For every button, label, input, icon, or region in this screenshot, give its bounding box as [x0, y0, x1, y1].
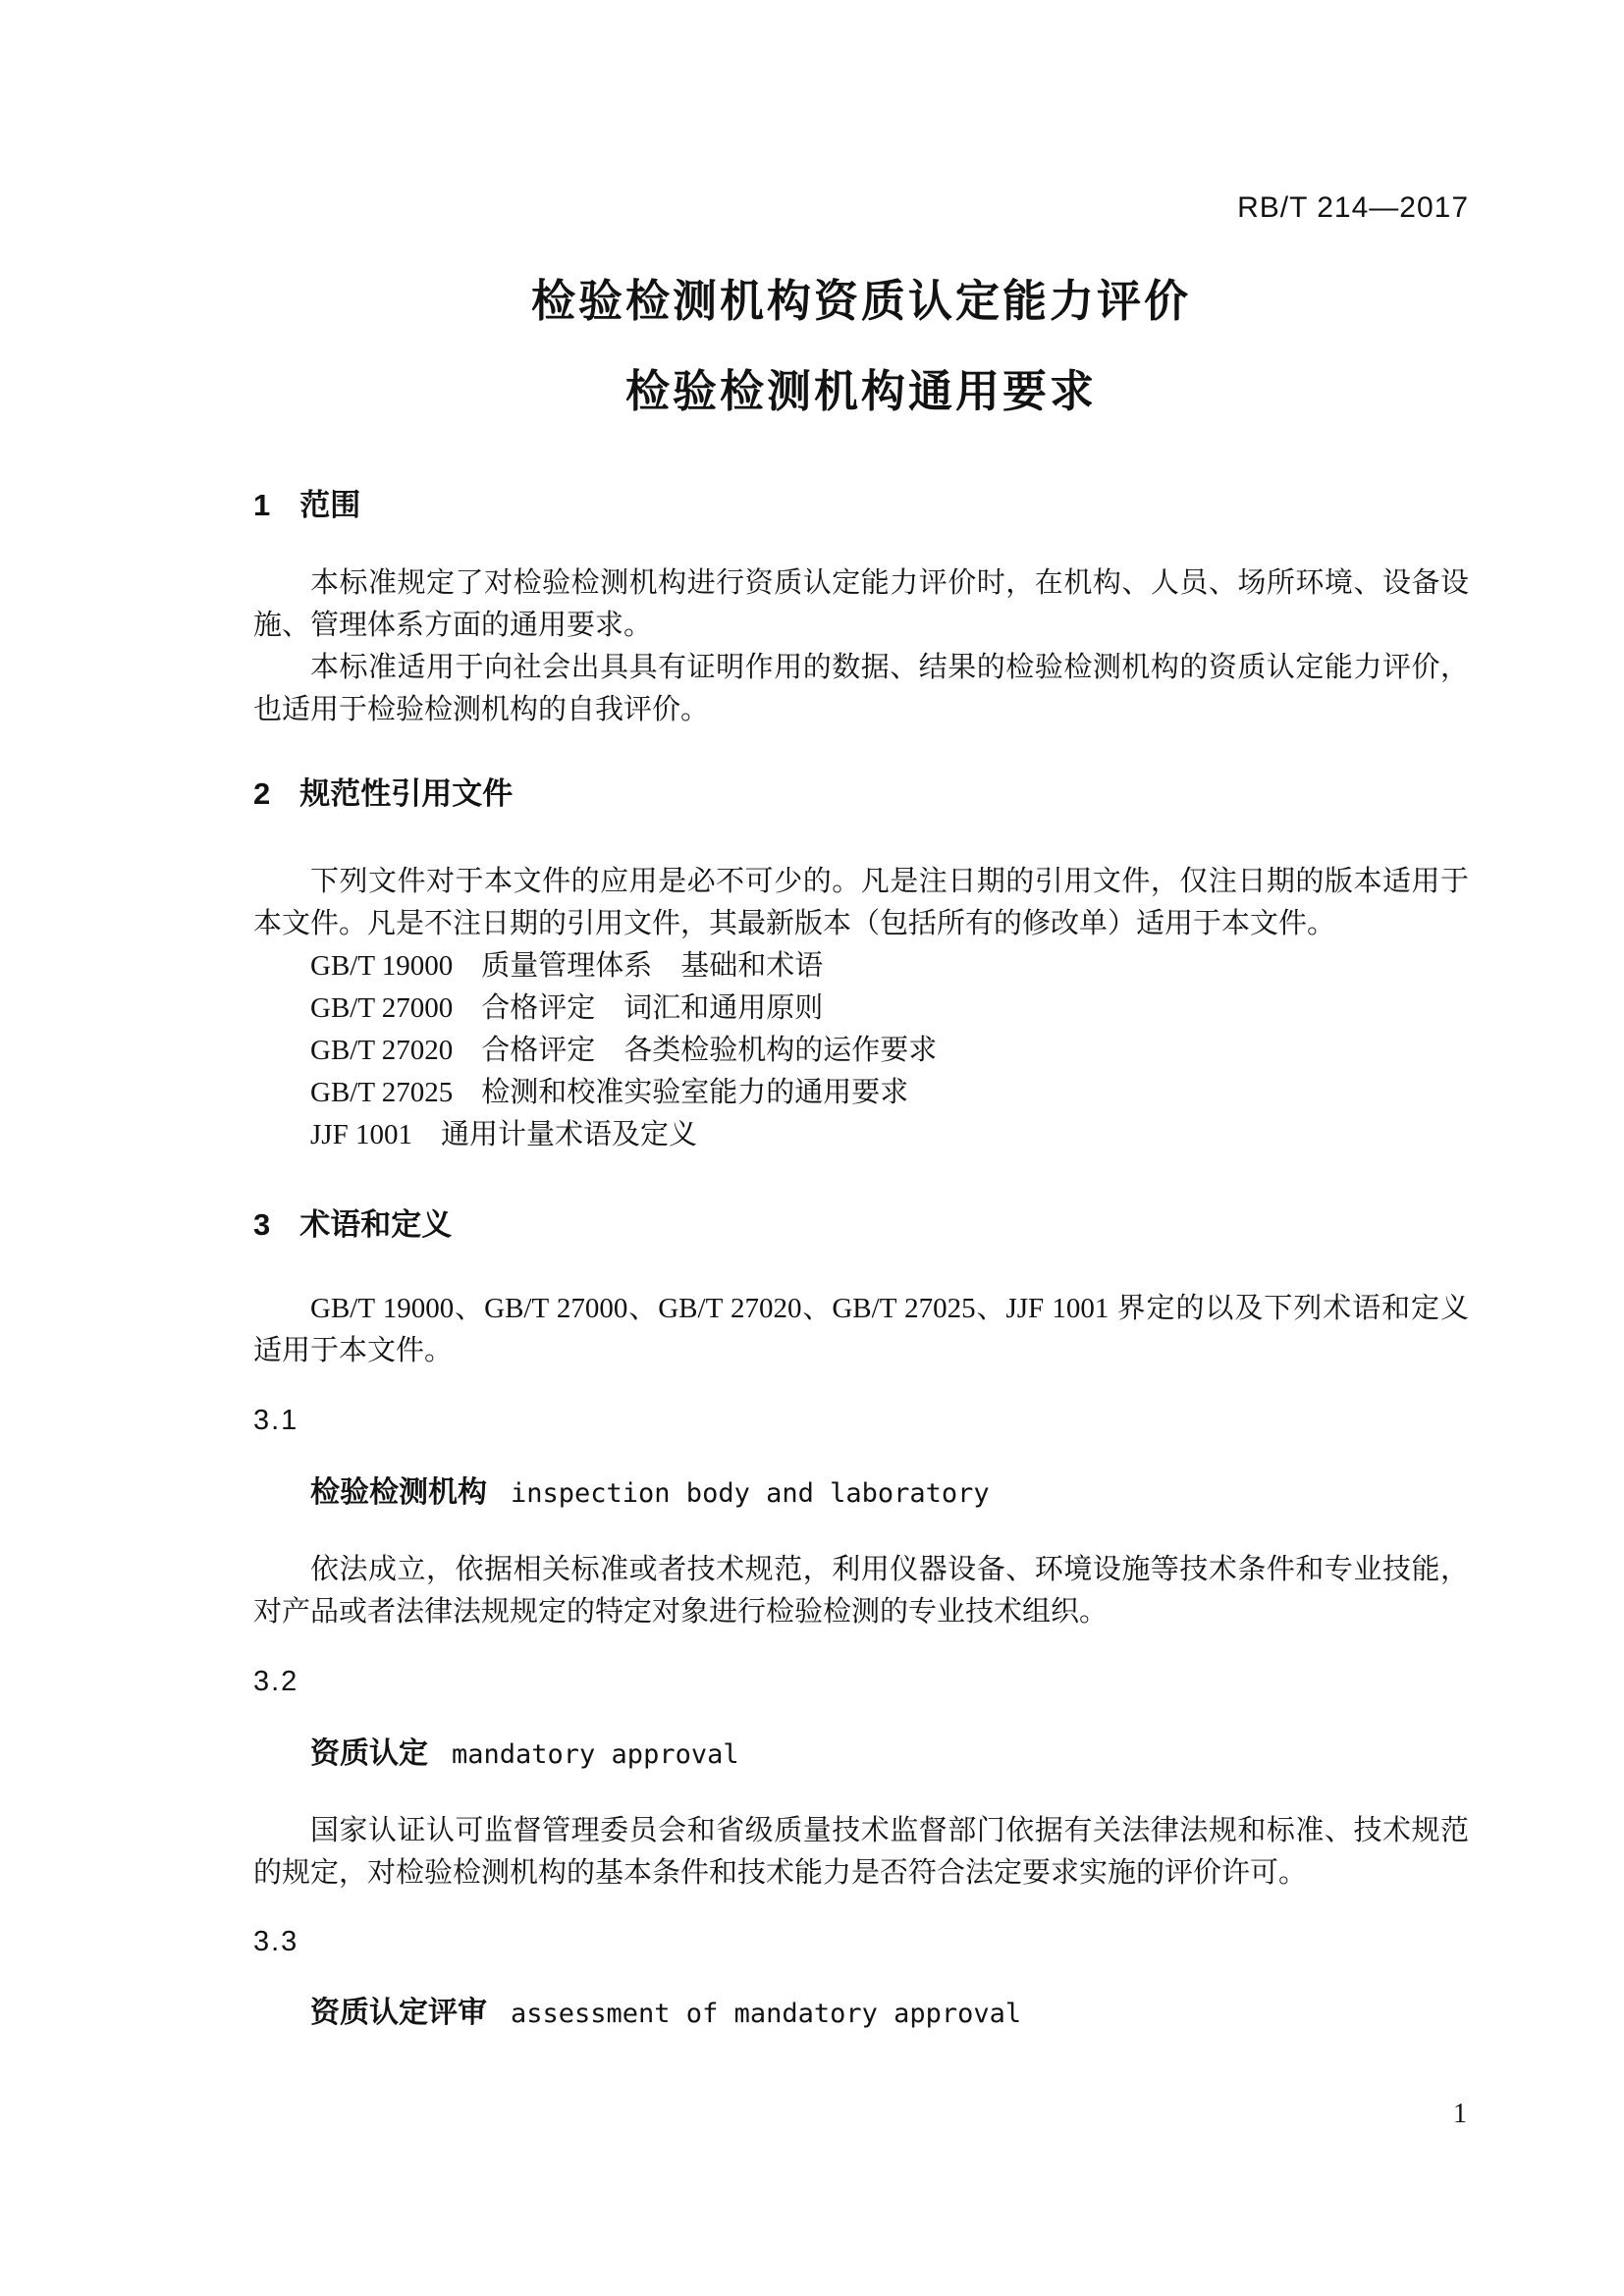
term-3-3-title: [253, 1995, 1469, 2037]
section-1-paragraph-2: 本标准适用于向社会出具具有证明作用的数据、结果的检验检测机构的资质认定能力评价，也适用于检验检测机构的自我评价。: [253, 652, 1469, 725]
term-3-1-definition: 依法成立，依据相关标准或者技术规范，利用仪器设备、环境设施等技术条件和专业技能，对产品或者法律法规规定的特定对象进行检验检测的专业技术组织。: [253, 1554, 1469, 1628]
section-3-number: 3: [253, 1207, 271, 1242]
term-3-1-number: 3.1: [253, 1405, 299, 1436]
section-2-heading: [253, 774, 1469, 814]
normative-reference-list: [253, 945, 1469, 1156]
reference-item: GB/T 19000 质量管理体系 基础和术语: [310, 950, 824, 982]
term-3-1-english: inspection body and laboratory: [511, 1478, 990, 1509]
term-3-2-definition: 国家认证认可监督管理委员会和省级质量技术监督部门依据有关法律法规和标准、技术规范的规定，对检验检测机构的基本条件和技术能力是否符合法定要求实施的评价许可。: [253, 1815, 1469, 1889]
page-number: 1: [1453, 2099, 1467, 2129]
section-3-heading: [253, 1205, 1469, 1245]
term-3-2-title: [253, 1735, 1469, 1778]
section-2-paragraph: 下列文件对于本文件的应用是必不可少的。凡是注日期的引用文件，仅注日期的版本适用于本文件。凡是不注日期的引用文件，其最新版本（包括所有的修改单）适用于本文件。: [253, 866, 1469, 939]
term-3-3-chinese: 资质认定评审: [310, 1997, 487, 2029]
section-2-number: 2: [253, 776, 271, 811]
reference-item: GB/T 27000 合格评定 词汇和通用原则: [310, 992, 824, 1024]
document-title-line2: 检验检测机构通用要求: [624, 366, 1097, 416]
term-3-1-title: [253, 1474, 1469, 1517]
term-3-3-english: assessment of mandatory approval: [511, 1999, 1022, 2029]
term-3-2-chinese: 资质认定: [310, 1737, 428, 1770]
section-1-number: 1: [253, 488, 271, 522]
reference-item: GB/T 27025 检测和校准实验室能力的通用要求: [310, 1077, 909, 1108]
standard-code: RB/T 214—2017: [1237, 191, 1469, 224]
document-title-line1: 检验检测机构资质认定能力评价: [530, 276, 1191, 326]
section-3-title: 术语和定义: [299, 1207, 453, 1242]
section-1-heading: [253, 486, 1469, 525]
section-2-title: 规范性引用文件: [299, 776, 514, 811]
section-1-paragraph-1: 本标准规定了对检验检测机构进行资质认定能力评价时，在机构、人员、场所环境、设备设施、管理体系方面的通用要求。: [253, 567, 1469, 641]
term-3-2-english: mandatory approval: [452, 1739, 739, 1770]
term-3-1-chinese: 检验检测机构: [310, 1476, 487, 1509]
term-3-2-number: 3.2: [253, 1666, 299, 1697]
section-3-paragraph: GB/T 19000、GB/T 27000、GB/T 27020、GB/T 27025、JJF 1001 界定的以及下列术语和定义适用于本文件。: [253, 1293, 1469, 1366]
reference-item: JJF 1001 通用计量术语及定义: [310, 1119, 697, 1150]
reference-item: GB/T 27020 合格评定 各类检验机构的运作要求: [310, 1035, 938, 1066]
section-1-title: 范围: [299, 488, 361, 522]
term-3-3-number: 3.3: [253, 1926, 299, 1957]
